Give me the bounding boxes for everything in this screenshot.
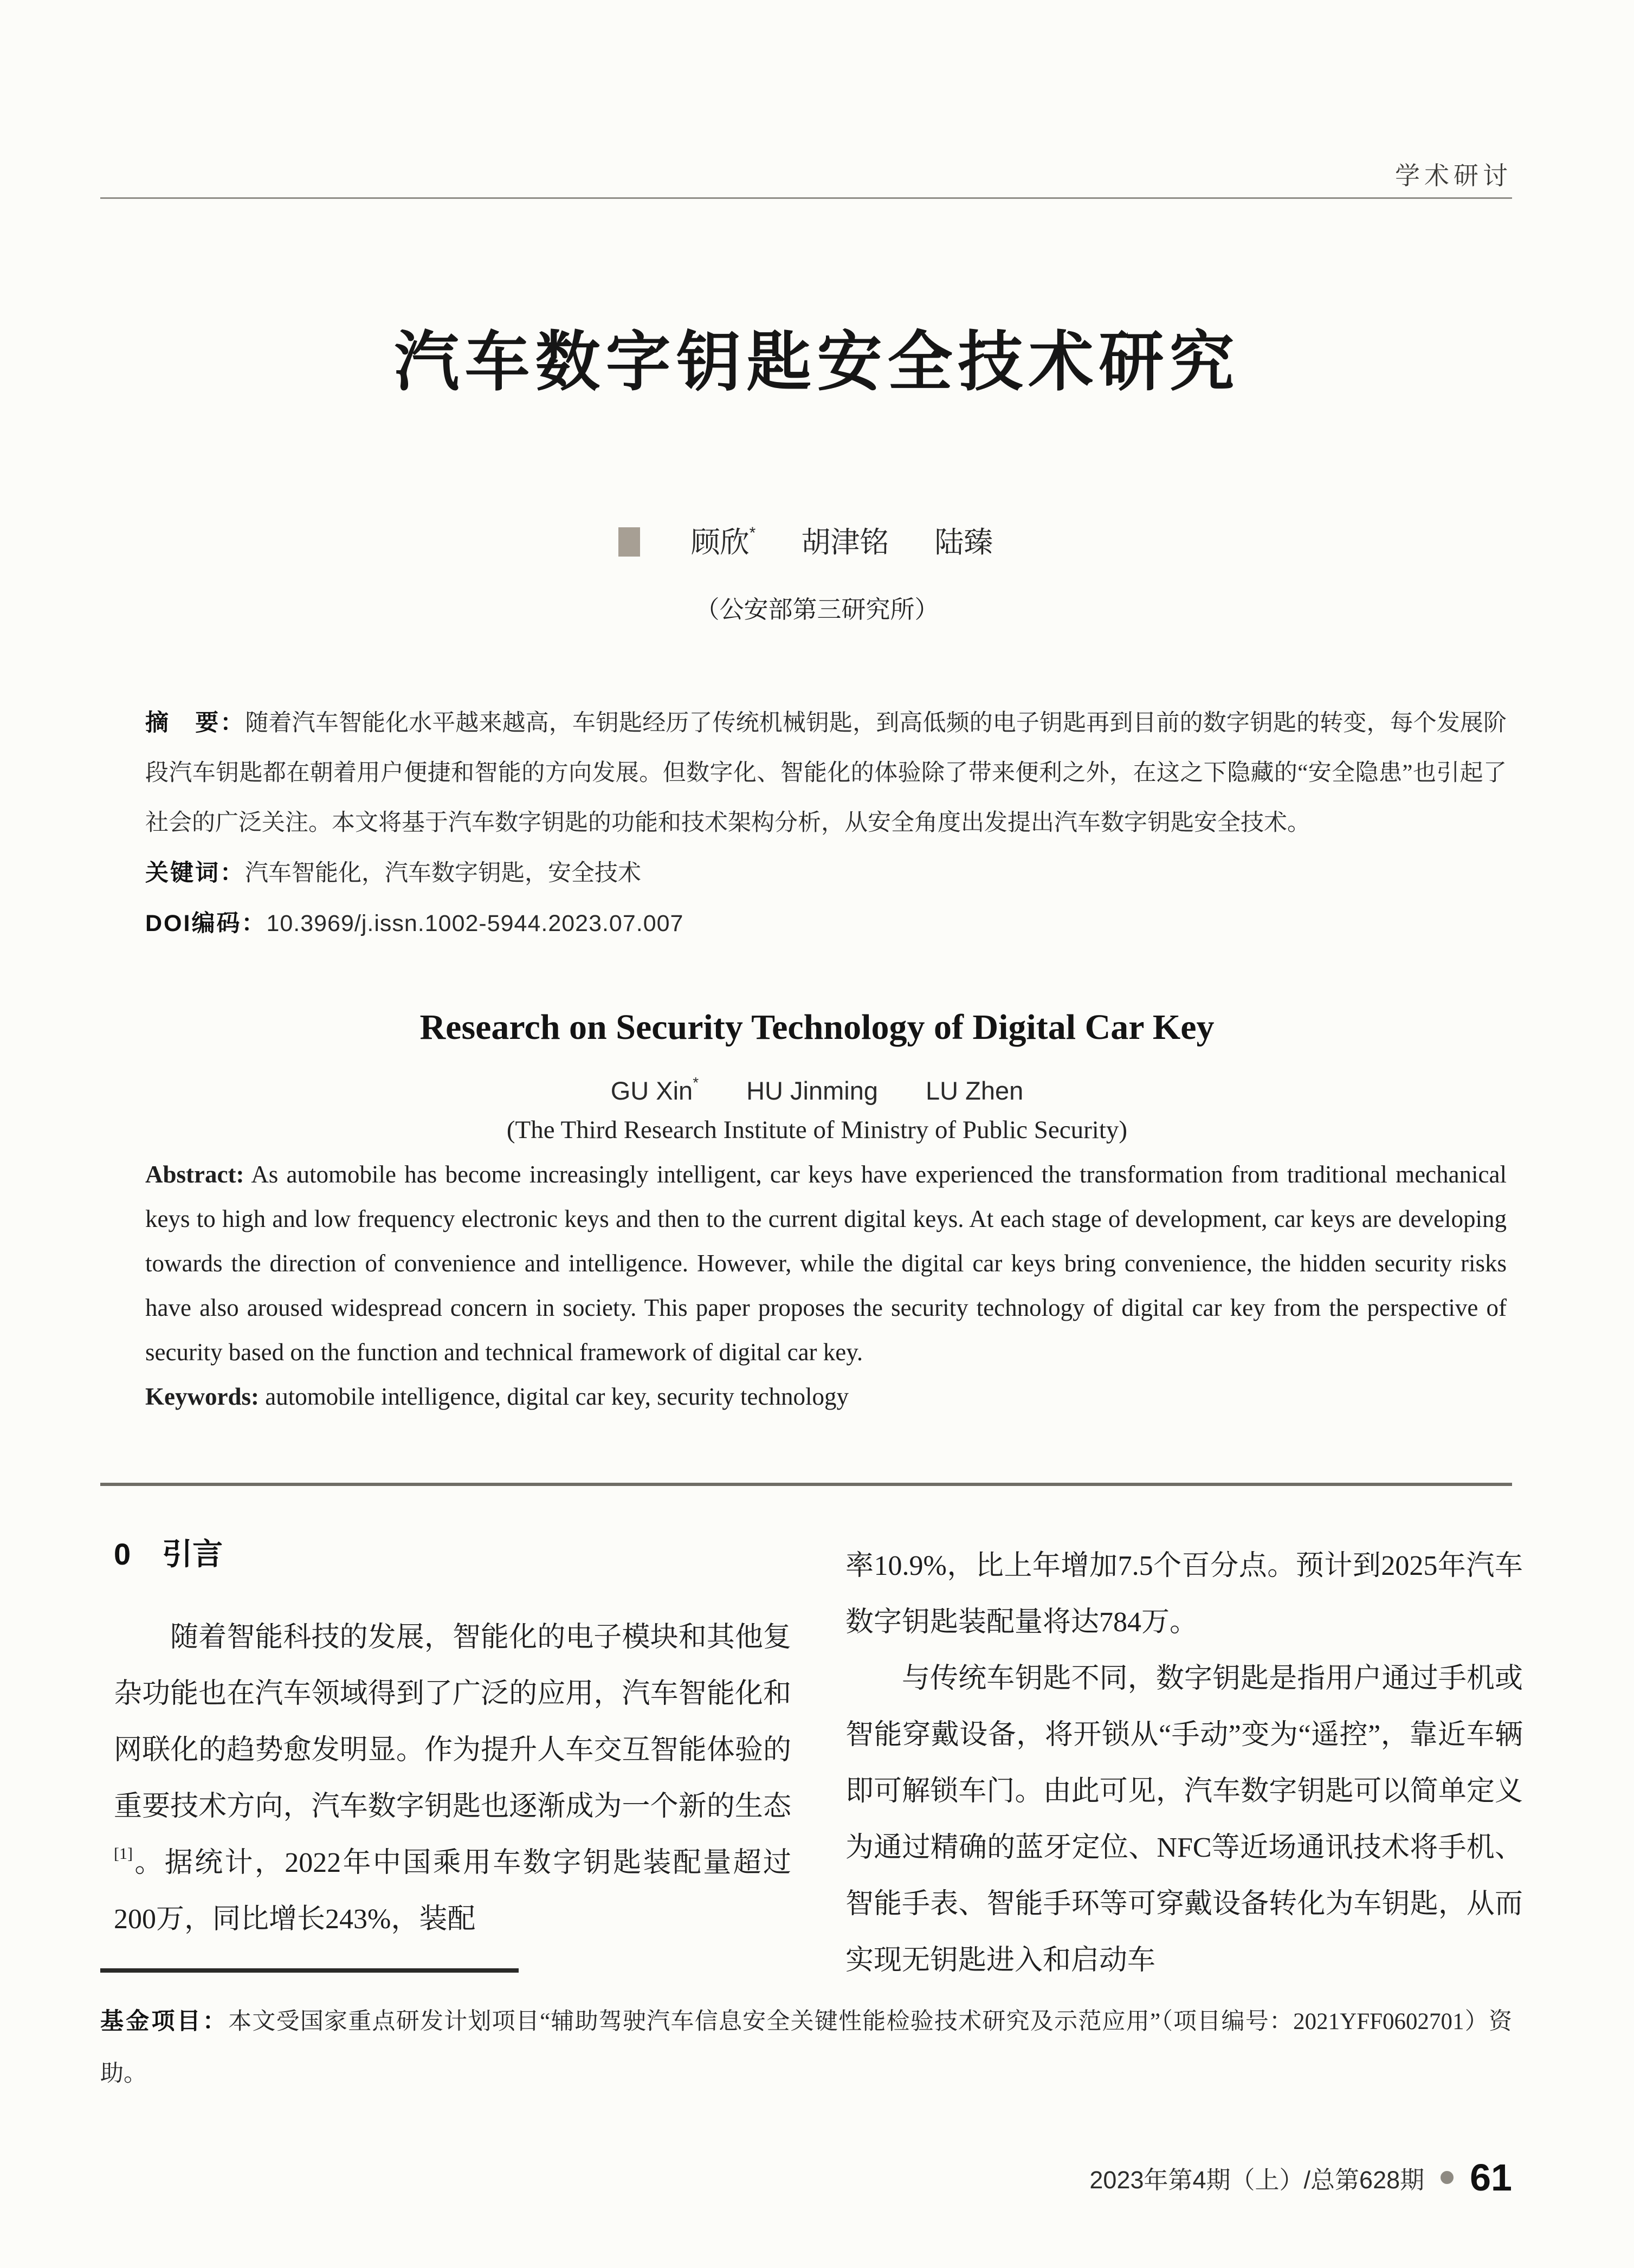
affiliation-zh: （公安部第三研究所） <box>695 596 939 623</box>
abstract-en-text: As automobile has become increasingly intelligent, car keys have experienced the transformation from traditional mechanical keys to high and low frequency electronic keys and then to the current digital keys. At each stage of development, car keys are developing towards the direction of convenience and intelligence. However, while the digital car keys bring convenience, the hidden security risks have also aroused widespread concern in society. This paper proposes the security technology of digital car key from the perspective of security based on the function and technical framework of digital car key. <box>145 1161 1507 1366</box>
authors-zh <box>0 519 1634 561</box>
body-column-left <box>114 1538 791 1989</box>
keywords-zh <box>145 848 1507 899</box>
author-zh-3: 陆臻 <box>934 526 993 559</box>
body-paragraph-1: 随着智能科技的发展，智能化的电子模块和其他复杂功能也在汽车领域得到了广泛的应用，汽车智能化和网联化的趋势愈发明显。作为提升人车交互智能体验的重要技术方向，汽车数字钥匙也逐渐成为一个新的生态[1]。据统计，2022年中国乘用车数字钥匙装配量超过200万，同比增长243%，装配 <box>114 1622 791 1935</box>
english-abstract-block <box>145 1152 1507 1419</box>
abstract-zh <box>145 698 1507 848</box>
body-paragraph-2: 与传统车钥匙不同，数字钥匙是指用户通过手机或智能穿戴设备，将开锁从“手动”变为“遥控”，靠近车辆即可解锁车门。由此可见，汽车数字钥匙可以简单定义为通过精确的蓝牙定位、NFC等近场通讯技术将手机、智能手表、智能手环等可穿戴设备转化为车钥匙，从而实现无钥匙进入和启动车 <box>845 1663 1523 1976</box>
section-label: 学术研讨 <box>1395 161 1512 190</box>
body-column-right <box>845 1538 1523 1989</box>
author-en-2: HU Jinming <box>746 1076 879 1105</box>
author-zh-1: 顾欣* <box>690 524 756 559</box>
abstract-zh-text: 随着汽车智能化水平越来越高，车钥匙经历了传统机械钥匙，到高低频的电子钥匙再到目前的数字钥匙的转变，每个发展阶段汽车钥匙都在朝着用户便捷和智能的方向发展。但数字化、智能化的体验除了带来便利之外，在这之下隐藏的“安全隐患”也引起了社会的广泛关注。本文将基于汽车数字钥匙的功能和技术架构分析，从安全角度出发提出汽车数字钥匙安全技术。 <box>145 710 1507 836</box>
article-title-en: Research on Security Technology of Digital Car Key <box>419 1007 1215 1047</box>
keywords-en <box>145 1374 1507 1419</box>
doi-line <box>145 899 1507 949</box>
funding-footnote <box>100 1995 1512 2100</box>
keywords-en-text: automobile intelligence, digital car key, security technology <box>259 1383 849 1410</box>
keywords-zh-text: 汽车智能化，汽车数字钥匙，安全技术 <box>245 861 641 886</box>
footnote-rule <box>100 1968 519 1973</box>
running-head <box>100 156 1512 192</box>
section-divider-rule <box>100 1483 1512 1486</box>
author-zh-2: 胡津铭 <box>801 526 889 559</box>
author-marker-square-icon <box>618 527 640 557</box>
abstract-en <box>145 1152 1507 1374</box>
doi-label: DOI编码： <box>145 910 267 936</box>
keywords-zh-label: 关键词： <box>145 860 245 886</box>
funding-label: 基金项目： <box>100 2008 229 2034</box>
chinese-meta-block <box>145 698 1507 949</box>
section-0-number: 0 <box>114 1537 131 1571</box>
doi-value: 10.3969/j.issn.1002-5944.2023.07.007 <box>266 910 684 936</box>
keywords-en-label: Keywords: <box>145 1383 259 1410</box>
header-rule <box>100 197 1512 199</box>
page-footer <box>100 2156 1512 2199</box>
section-0-title: 引言 <box>162 1537 223 1571</box>
author-en-1: GU Xin* <box>610 1074 699 1105</box>
article-title-zh: 汽车数字钥匙安全技术研究 <box>394 326 1240 398</box>
abstract-en-label: Abstract: <box>145 1161 244 1188</box>
author-en-3: LU Zhen <box>926 1076 1024 1105</box>
body-paragraph-1-continued: 率10.9%，比上年增加7.5个百分点。预计到2025年汽车数字钥匙装配量将达784万。 <box>845 1550 1523 1638</box>
corresponding-author-asterisk: * <box>749 524 756 542</box>
affiliation-en: (The Third Research Institute of Ministry of Public Security) <box>506 1116 1128 1144</box>
issue-info: 2023年第4期（上）/总第628期 <box>1089 2166 1425 2194</box>
footer-dot-icon <box>1441 2171 1454 2184</box>
citation-ref-1: [1] <box>114 1845 133 1863</box>
authors-en <box>0 1074 1634 1106</box>
two-column-body <box>114 1538 1523 1989</box>
corresponding-author-asterisk-en: * <box>693 1074 699 1091</box>
funding-text: 本文受国家重点研发计划项目“辅助驾驶汽车信息安全关键性能检验技术研究及示范应用”（项目编号：2021YFF0602701）资助。 <box>100 2009 1513 2086</box>
page-number: 61 <box>1470 2156 1512 2199</box>
section-0-heading <box>114 1538 791 1571</box>
abstract-zh-label: 摘 要： <box>145 710 246 736</box>
